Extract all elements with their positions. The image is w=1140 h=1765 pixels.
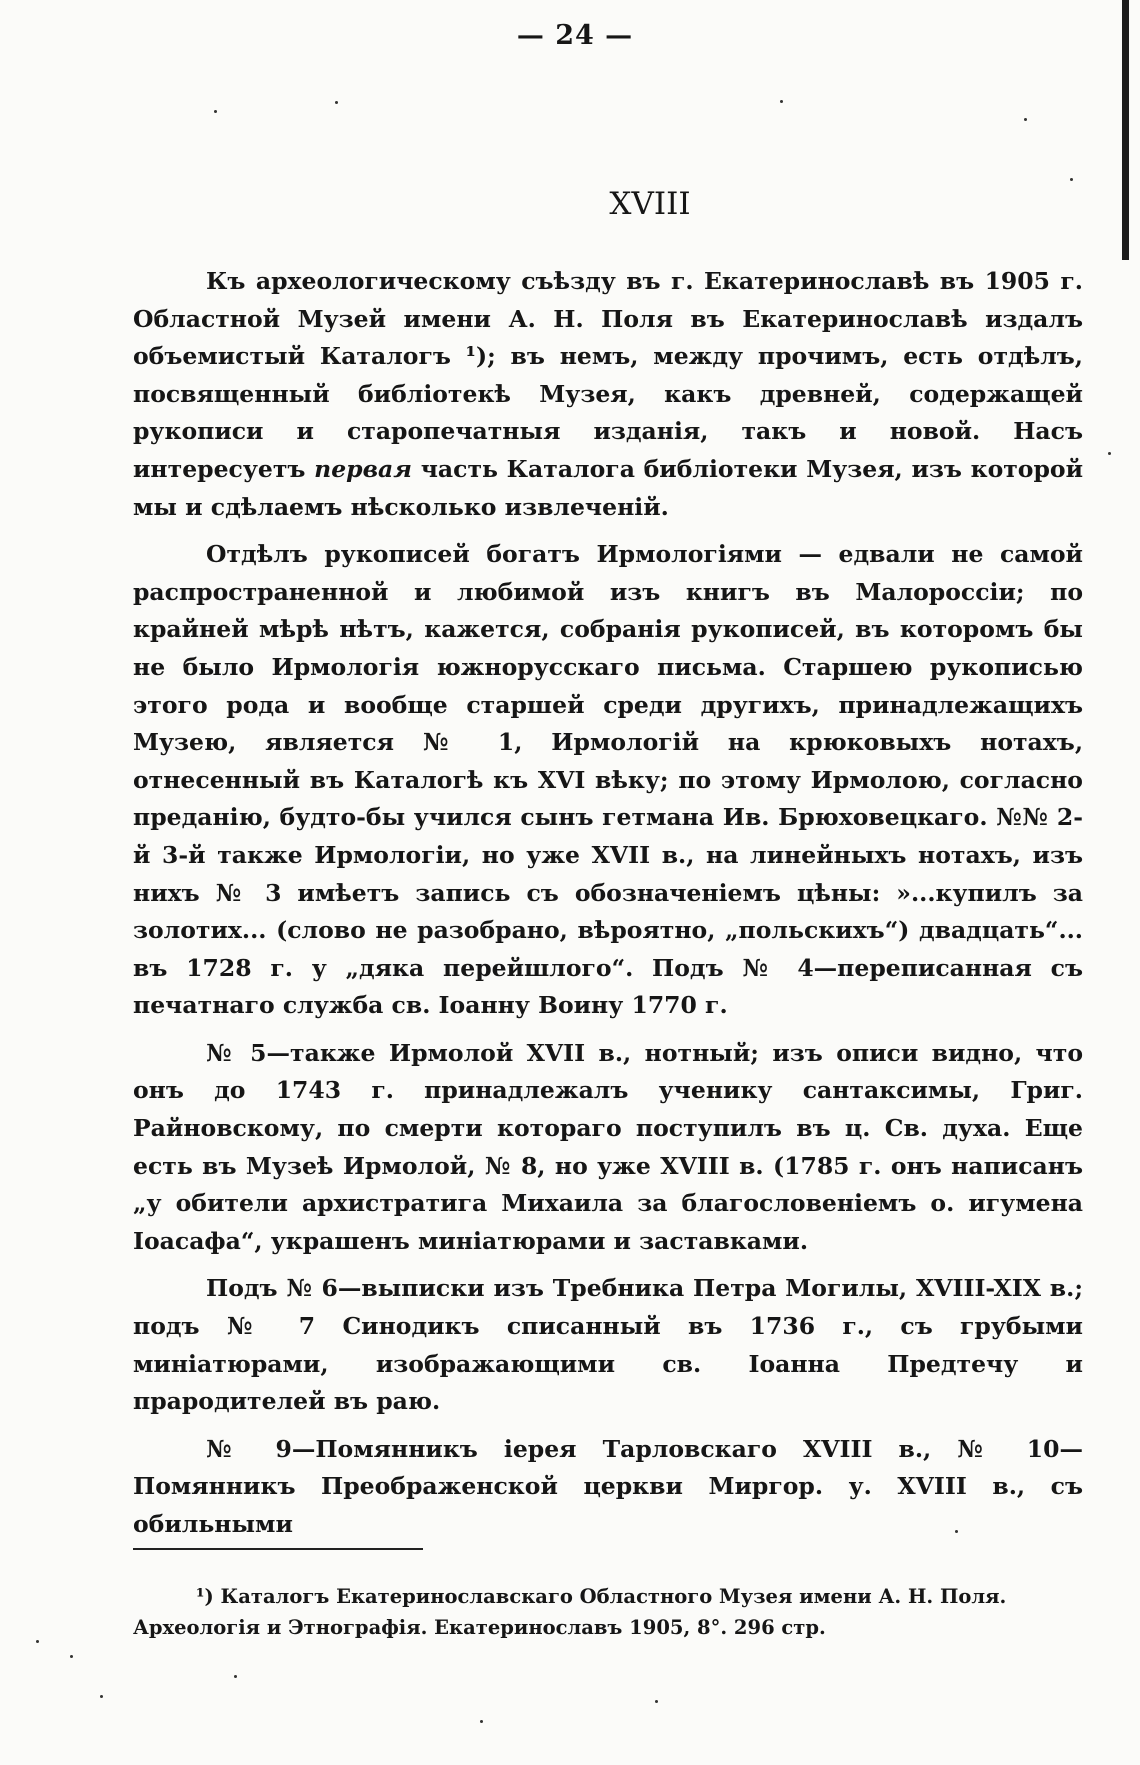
scan-speck	[1070, 178, 1073, 181]
scan-speck	[1024, 118, 1027, 121]
paragraph-5: № 9—Помянникъ іерея Тарловскаго XVIII в., № 10—Помянникъ Преображенской церкви Миргор. у. XVIII в., съ обильными	[133, 1434, 1083, 1538]
paragraph-1-tail: часть Каталога библіотеки Музея, изъ которой мы и сдѣлаемъ нѣсколько извлеченій.	[133, 454, 1084, 521]
scan-speck	[100, 1695, 103, 1698]
footnote-line-1: ¹) Каталогъ Екатеринославскаго Областного Музея имени А. Н. Поля.	[196, 1585, 1007, 1608]
body-text	[133, 263, 1083, 1554]
scan-speck	[780, 100, 783, 103]
paragraph-1-text: Къ археологическому съѣзду въ г. Екатеринославѣ въ 1905 г. Областной Музей имени А. Н. Поля въ Екатеринославѣ издалъ объемистый Каталогъ ¹); въ немъ, между прочимъ, есть отдѣлъ, посвященный библіотекѣ Музея, какъ древней, содержащей рукописи и старопечатныя изданія, такъ и новой. Насъ интересуетъ	[133, 267, 1083, 483]
scan-speck	[955, 1530, 958, 1533]
paragraph-1-italic: первая	[314, 454, 412, 483]
page-number: — 24 —	[516, 20, 634, 51]
scan-speck	[214, 110, 217, 113]
scan-speck	[480, 1720, 483, 1723]
paragraph-3: № 5—также Ирмолой XVII в., нотный; изъ описи видно, что онъ до 1743 г. принадлежалъ ученику сантаксимы, Григ. Райновскому, по смерти котораго поступилъ въ ц. Св. духа. Еще есть въ Музеѣ Ирмолой, № 8, но уже XVIII в. (1785 г. онъ написанъ „у обители архистратига Михаила за благословеніемъ о. игумена Іоасафа“, украшенъ миніатюрами и заставками.	[133, 1038, 1083, 1255]
paragraph-4: Подъ № 6—выписки изъ Требника Петра Могилы, XVIII-XIX в.; подъ № 7 Синодикъ списанный въ 1736 г., съ грубыми миніатюрами, изображающими св. Іоанна Предтечу и прародителей въ раю.	[133, 1274, 1083, 1416]
paragraph-2: Отдѣлъ рукописей богатъ Ирмологіями — едвали не самой распространенной и любимой изъ книгъ въ Малороссіи; по крайней мѣрѣ нѣтъ, кажется, собранія рукописей, въ которомъ бы не было Ирмологія южнорусскаго письма. Старшею рукописью этого рода и вообще старшей среди другихъ, принадлежащихъ Музею, является № 1, Ирмологій на крюковыхъ нотахъ, отнесенный въ Каталогѣ къ XVI вѣку; по этому Ирмолою, согласно преданію, будто-бы учился сынъ гетмана Ив. Брюховецкаго. №№ 2-й 3-й также Ирмологіи, но уже XVII в., на линейныхъ нотахъ, изъ нихъ № 3 имѣетъ запись съ обозначеніемъ цѣны: »...купилъ за золотих... (слово не разобрано, вѣроятно, „польскихъ“) двадцать“... въ 1728 г. у „дяка перейшлого“. Подъ № 4—переписанная съ печатнаго служба св. Іоанну Воину 1770 г.	[133, 540, 1083, 1020]
footnote	[133, 1581, 1083, 1643]
footnote-line-2: Археологія и Этнографія. Екатеринославъ 1905, 8°. 296 стр.	[133, 1616, 826, 1639]
paragraph-1	[133, 263, 1083, 526]
scan-speck	[655, 1700, 658, 1703]
scan-speck	[1108, 452, 1111, 455]
scan-speck	[335, 101, 338, 104]
footnote-divider	[133, 1548, 423, 1550]
scan-speck	[36, 1640, 39, 1643]
scan-speck	[234, 1675, 237, 1678]
scan-speck	[70, 1655, 73, 1658]
section-heading: XVIII	[609, 186, 691, 222]
